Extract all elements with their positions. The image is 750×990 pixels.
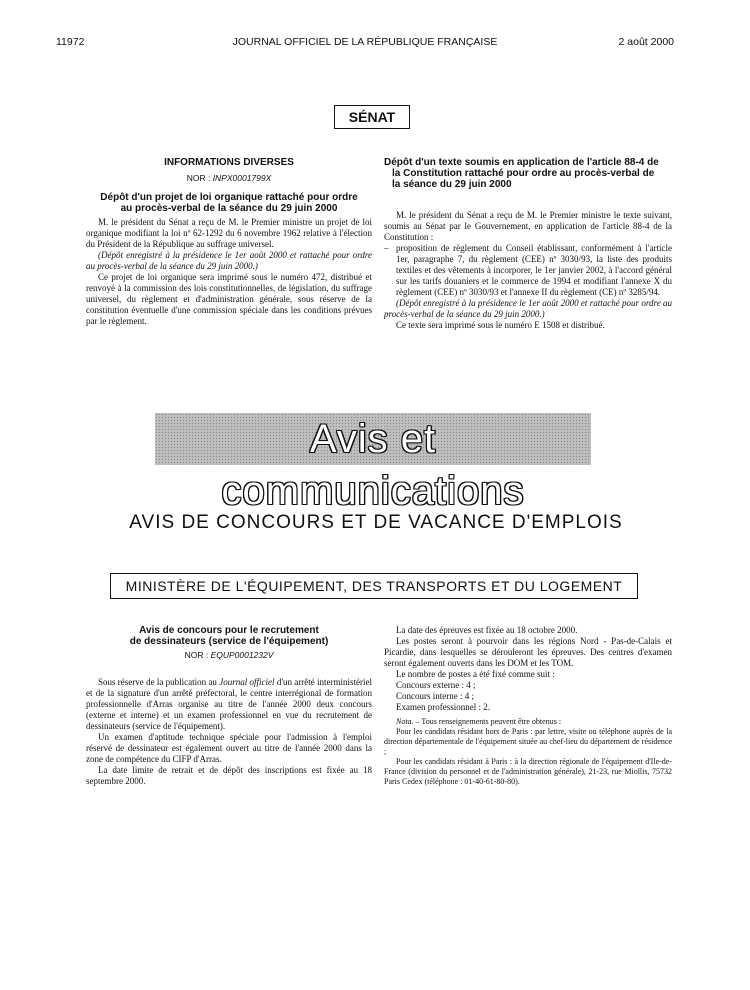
note-paragraph: Pour les candidats résidant à Paris : à la direction régionale de l'équipement d'Ile-de-France (division du personnel et de l'administration générale), 21-23, rue Miollis, 75732 Paris Cedex (téléphone : 01-40-61-80-80). [384, 757, 672, 786]
informations-diverses-column [86, 157, 372, 327]
paragraph-italic: (Dépôt enregistré à la présidence le 1er août 2000 et rattaché pour ordre au procès-verbal de la séance du 29 juin 2000.) [384, 298, 672, 319]
publication-date: 2 août 2000 [618, 36, 674, 48]
concours-right-column [384, 625, 672, 787]
paragraph: Examen professionnel : 2. [396, 702, 490, 712]
avis-title: AVIS DE CONCOURS ET DE VACANCE D'EMPLOIS [129, 512, 623, 533]
section-title: INFORMATIONS DIVERSES [164, 157, 294, 168]
paragraph: M. le président du Sénat a reçu de M. le Premier ministre un projet de loi organique modifiant la loi nº 62-1292 du 6 novembre 1962 relative à l'élection du Président de la République au suffrage universel. [86, 217, 372, 249]
concours-left-column [86, 625, 372, 787]
text-run: d'un arrêté interministériel et de la signature d'un arrêté préfectoral, le centre interrégional de formation professionnelle d'Arras organise au titre de l'année 2000 deux concours (externe et interne) et un examen professionnel en vue du recrutement de dessinateurs (service de l'équipement). [86, 677, 372, 731]
note-paragraph [384, 717, 672, 727]
article-heading [384, 157, 672, 190]
article-heading [86, 625, 372, 647]
paragraph: La date limite de retrait et de dépôt des inscriptions est fixée au 18 septembre 2000. [86, 765, 372, 786]
article-heading [86, 192, 372, 214]
ministere-box: MINISTÈRE DE L'ÉQUIPEMENT, DES TRANSPORTS ET DU LOGEMENT [110, 573, 638, 599]
list-item-text: proposition de règlement du Conseil établissant, conformément à l'article 1er, paragraphe 7, du règlement (CEE) nº 3030/93, la liste des produits textiles et des vêtements à incorporer, le 1er janvier 2002, à l'accord général sur les tarifs douaniers et le commerce de 1994 et modifiant l'annexe X du règlement (CEE) nº 3030/93 et l'annexe II du règlement (CE) nº 3285/94. [396, 243, 672, 297]
journal-officiel-italic: Journal officiel [219, 677, 275, 687]
depot-texte-column [384, 157, 672, 331]
paragraph: La date des épreuves est fixée au 18 octobre 2000. [396, 625, 578, 635]
nor-reference [86, 650, 372, 661]
heading-line: Dépôt d'un texte soumis en application de l'article 88-4 de [384, 157, 659, 168]
paragraph: M. le président du Sénat a reçu de M. le Premier ministre le texte suivant, soumis au Sénat par le Gouvernement, en application de l'article 88-4 de la Constitution : [384, 210, 672, 242]
list-item [384, 243, 672, 298]
list-dash: – [384, 243, 389, 253]
note-text: – Tous renseignements peuvent être obtenus : [413, 717, 562, 726]
senat-box: SÉNAT [334, 105, 410, 129]
nor-code: EQUP0001232V [210, 650, 274, 660]
paragraph: Le nombre de postes a été fixé comme suit : [396, 669, 555, 679]
paragraph: Ce projet de loi organique sera imprimé sous le numéro 472, distribué et renvoyé à la commission des lois constitutionnelles, de législation, du suffrage universel, du règlement et d'administration générale, sous réserve de la constitution éventuelle d'une commission spéciale dans les conditions prévues par le règlement. [86, 272, 372, 326]
heading-line: la Constitution rattaché pour ordre au procès-verbal de [392, 168, 655, 179]
note-label: Nota. [396, 717, 414, 726]
paragraph: Ce texte sera imprimé sous le numéro E 1508 et distribué. [396, 320, 605, 330]
heading-line: de dessinateurs (service de l'équipement) [129, 636, 329, 647]
banner-title: Avis et communications [221, 417, 525, 513]
nor-reference [86, 173, 372, 184]
page-number: 11972 [56, 36, 85, 48]
note-paragraph: Pour les candidats résidant hors de Paris : par lettre, visite ou téléphone auprès de la direction départementale de l'équipement située au chef-lieu du département de résidence ; [384, 727, 672, 756]
paragraph: Concours interne : 4 ; [396, 691, 474, 701]
heading-line: Avis de concours pour le recrutement [139, 625, 319, 636]
heading-line: la séance du 29 juin 2000 [392, 179, 512, 190]
paragraph: Les postes seront à pourvoir dans les régions Nord - Pas-de-Calais et Picardie, dans lesquelles se dérouleront les épreuves. Des centres d'examen seront également ouverts dans les DOM et les TOM. [384, 636, 672, 668]
paragraph [86, 677, 372, 732]
paragraph-italic: (Dépôt enregistré à la présidence le 1er août 2000 et rattaché pour ordre au procès-verbal de la séance du 29 juin 2000.) [86, 250, 372, 271]
heading-line: au procès-verbal de la séance du 29 juin 2000 [120, 203, 338, 214]
section-banner [155, 413, 591, 513]
paragraph: Un examen d'aptitude technique spéciale pour l'admission à l'emploi réservé de dessinateur est également ouvert au titre de l'année 2000 dans la zone de compétence du CIFP d'Arras. [86, 732, 372, 764]
heading-line: Dépôt d'un projet de loi organique rattaché pour ordre [100, 192, 358, 203]
nor-label: NOR : [184, 650, 209, 660]
journal-title: JOURNAL OFFICIEL DE LA RÉPUBLIQUE FRANÇAISE [232, 36, 498, 48]
text-run: Sous réserve de la publication au [98, 677, 220, 687]
nor-code: INPX0001799X [212, 173, 272, 183]
page-header [56, 36, 674, 50]
paragraph: Concours externe : 4 ; [396, 680, 476, 690]
nor-label: NOR : [186, 173, 211, 183]
